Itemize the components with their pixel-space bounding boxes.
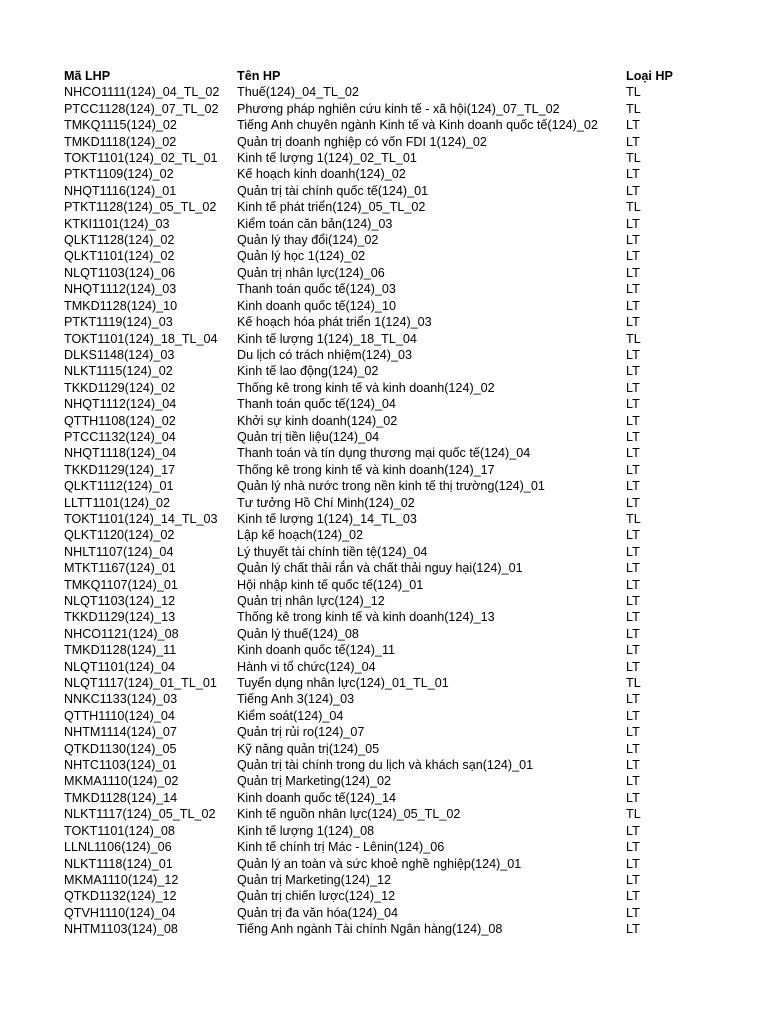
course-type-cell: LT	[626, 872, 640, 887]
course-type-cell: LT	[626, 659, 640, 674]
course-name-cell: Quản trị đa văn hóa(124)_04	[237, 905, 399, 920]
course-name-cell: Kinh tế chính trị Mác - Lênin(124)_06	[237, 840, 445, 855]
table-row	[64, 216, 744, 232]
table-row	[64, 183, 744, 199]
course-type-cell: LT	[626, 610, 640, 625]
course-name-cell: Quản trị tài chính trong du lịch và khách sạn(124)_01	[237, 758, 534, 773]
table-row	[64, 101, 744, 117]
course-type-cell: LT	[626, 167, 640, 182]
table-row	[64, 856, 744, 872]
course-type-cell: LT	[626, 265, 640, 280]
course-type-cell: LT	[626, 134, 640, 149]
course-type-cell: LT	[626, 183, 640, 198]
course-type-cell: LT	[626, 249, 640, 264]
course-code-cell: LLTT1101(124)_02	[64, 495, 170, 510]
course-name-cell: Quản lý thuế(124)_08	[237, 626, 359, 641]
course-type-cell: TL	[626, 85, 641, 100]
table-row	[64, 609, 744, 625]
course-name-cell: Quản lý học 1(124)_02	[237, 249, 366, 264]
table-row	[64, 675, 744, 691]
course-name-cell: Tiếng Anh 3(124)_03	[237, 692, 355, 707]
course-type-cell: LT	[626, 479, 640, 494]
course-code-cell: QTVH1110(124)_04	[64, 905, 176, 920]
course-code-cell: NHQT1116(124)_01	[64, 183, 177, 198]
course-code-cell: TMKQ1115(124)_02	[64, 118, 177, 133]
course-name-cell: Kinh doanh quốc tế(124)_11	[237, 643, 396, 658]
course-code-cell: DLKS1148(124)_03	[64, 347, 175, 362]
course-type-cell: LT	[626, 692, 640, 707]
course-code-cell: NHQT1118(124)_04	[64, 446, 177, 461]
header-course-name: Tên HP	[237, 69, 281, 83]
table-row	[64, 511, 744, 527]
table-row	[64, 921, 744, 937]
course-code-cell: TMKD1128(124)_14	[64, 790, 178, 805]
course-code-cell: MTKT1167(124)_01	[64, 561, 176, 576]
course-code-cell: NNKC1133(124)_03	[64, 692, 178, 707]
course-name-cell: Tư tưởng Hồ Chí Minh(124)_02	[237, 495, 415, 510]
course-code-cell: NLQT1117(124)_01_TL_01	[64, 676, 217, 691]
course-name-cell: Quản trị rủi ro(124)_07	[237, 725, 365, 740]
course-code-cell: TOKT1101(124)_08	[64, 823, 175, 838]
course-name-cell: Lý thuyết tài chính tiền tệ(124)_04	[237, 544, 428, 559]
course-name-cell: Phương pháp nghiên cứu kinh tế - xã hội(124)_07_TL_02	[237, 101, 560, 116]
course-type-cell: LT	[626, 413, 640, 428]
course-code-cell: TMKD1128(124)_10	[64, 298, 178, 313]
course-code-cell: NLKT1117(124)_05_TL_02	[64, 807, 216, 822]
table-row	[64, 708, 744, 724]
table-row	[64, 773, 744, 789]
course-code-cell: TMKD1128(124)_11	[64, 643, 177, 658]
table-row	[64, 413, 744, 429]
course-type-cell: LT	[626, 282, 640, 297]
course-name-cell: Thống kê trong kinh tế và kinh doanh(124)_13	[237, 610, 495, 625]
course-code-cell: QTKD1130(124)_05	[64, 741, 177, 756]
table-row	[64, 462, 744, 478]
table-row	[64, 150, 744, 166]
course-code-cell: TKKD1129(124)_02	[64, 380, 176, 395]
course-code-cell: NHQT1112(124)_03	[64, 282, 177, 297]
course-type-cell: LT	[626, 347, 640, 362]
table-row	[64, 593, 744, 609]
course-name-cell: Quản lý thay đổi(124)_02	[237, 233, 379, 248]
course-name-cell: Kiểm toán căn bản(124)_03	[237, 216, 393, 231]
table-row	[64, 544, 744, 560]
table-row	[64, 363, 744, 379]
course-type-cell: TL	[626, 676, 641, 691]
table-row	[64, 331, 744, 347]
course-name-cell: Kinh tế lao động(124)_02	[237, 364, 379, 379]
course-code-cell: TOKT1101(124)_14_TL_03	[64, 511, 218, 526]
table-row	[64, 134, 744, 150]
course-type-cell: LT	[626, 233, 640, 248]
course-name-cell: Du lịch có trách nhiệm(124)_03	[237, 347, 413, 362]
course-type-cell: LT	[626, 495, 640, 510]
course-name-cell: Kinh tế lượng 1(124)_18_TL_04	[237, 331, 417, 346]
course-code-cell: PTCC1128(124)_07_TL_02	[64, 101, 219, 116]
table-row	[64, 84, 744, 100]
course-type-cell: LT	[626, 840, 640, 855]
course-type-cell: LT	[626, 315, 640, 330]
table-row	[64, 495, 744, 511]
course-code-cell: TKKD1129(124)_17	[64, 462, 176, 477]
course-code-cell: KTKI1101(124)_03	[64, 216, 170, 231]
course-name-cell: Kinh doanh quốc tế(124)_14	[237, 790, 396, 805]
course-type-cell: LT	[626, 577, 640, 592]
course-code-cell: TMKD1118(124)_02	[64, 134, 177, 149]
course-type-cell: LT	[626, 626, 640, 641]
course-name-cell: Thống kê trong kinh tế và kinh doanh(124)_02	[237, 380, 495, 395]
table-row	[64, 741, 744, 757]
table-row	[64, 314, 744, 330]
course-code-cell: NLQT1101(124)_04	[64, 659, 176, 674]
table-row	[64, 724, 744, 740]
course-code-cell: PTCC1132(124)_04	[64, 429, 176, 444]
course-code-cell: NHTM1103(124)_08	[64, 922, 178, 937]
header-row	[64, 68, 744, 84]
course-code-cell: NHCO1121(124)_08	[64, 626, 179, 641]
course-type-cell: LT	[626, 922, 640, 937]
header-course-type: Loại HP	[626, 69, 673, 83]
course-name-cell: Thống kê trong kinh tế và kinh doanh(124)_17	[237, 462, 495, 477]
course-name-cell: Lập kế hoạch(124)_02	[237, 528, 364, 543]
course-type-cell: LT	[626, 774, 640, 789]
table-row	[64, 248, 744, 264]
course-name-cell: Quản trị doanh nghiệp có vốn FDI 1(124)_02	[237, 134, 487, 149]
course-code-cell: QTTH1110(124)_04	[64, 708, 175, 723]
table-row	[64, 281, 744, 297]
course-type-cell: LT	[626, 889, 640, 904]
course-code-cell: NLKT1118(124)_01	[64, 856, 173, 871]
course-type-cell: LT	[626, 561, 640, 576]
table-body	[64, 84, 744, 937]
course-code-cell: TMKQ1107(124)_01	[64, 577, 178, 592]
course-type-cell: TL	[626, 101, 641, 116]
table-row	[64, 823, 744, 839]
course-name-cell: Thanh toán và tín dụng thương mại quốc tế(124)_04	[237, 446, 531, 461]
course-code-cell: NHQT1112(124)_04	[64, 397, 177, 412]
table-header	[64, 68, 744, 84]
course-type-cell: LT	[626, 462, 640, 477]
course-code-cell: NLQT1103(124)_06	[64, 265, 176, 280]
table-row	[64, 888, 744, 904]
course-type-cell: LT	[626, 446, 640, 461]
course-type-cell: LT	[626, 429, 640, 444]
course-name-cell: Tiếng Anh chuyên ngành Kinh tế và Kinh doanh quốc tế(124)_02	[237, 118, 598, 133]
course-code-cell: NLQT1103(124)_12	[64, 594, 176, 608]
course-code-cell: NLKT1115(124)_02	[64, 364, 173, 379]
course-type-cell: LT	[626, 758, 640, 773]
course-table	[64, 68, 744, 938]
course-type-cell: LT	[626, 216, 640, 231]
course-name-cell: Quản lý an toàn và sức khoẻ nghề nghiệp(124)_01	[237, 856, 522, 871]
course-name-cell: Kinh tế lượng 1(124)_02_TL_01	[237, 151, 417, 166]
course-type-cell: LT	[626, 298, 640, 313]
course-type-cell: TL	[626, 331, 641, 346]
course-code-cell: TOKT1101(124)_02_TL_01	[64, 151, 218, 166]
course-name-cell: Quản trị chiến lược(124)_12	[237, 889, 396, 904]
course-name-cell: Thuế(124)_04_TL_02	[237, 85, 359, 100]
course-type-cell: LT	[626, 544, 640, 559]
course-type-cell: TL	[626, 807, 641, 822]
table-row	[64, 347, 744, 363]
course-list-sheet	[64, 68, 744, 938]
course-type-cell: TL	[626, 200, 641, 215]
course-code-cell: LLNL1106(124)_06	[64, 840, 172, 855]
course-name-cell: Khởi sự kinh doanh(124)_02	[237, 413, 398, 428]
course-name-cell: Quản trị Marketing(124)_12	[237, 872, 392, 887]
course-name-cell: Tiếng Anh ngành Tài chính Ngân hàng(124)_08	[237, 922, 503, 937]
course-name-cell: Quản trị tiền liệu(124)_04	[237, 429, 380, 444]
table-row	[64, 265, 744, 281]
course-name-cell: Kế hoạch kinh doanh(124)_02	[237, 167, 406, 182]
course-type-cell: LT	[626, 118, 640, 133]
course-name-cell: Quản trị nhân lực(124)_12	[237, 594, 385, 608]
course-name-cell: Thanh toán quốc tế(124)_04	[237, 397, 396, 412]
course-type-cell: LT	[626, 708, 640, 723]
course-code-cell: QLKT1128(124)_02	[64, 233, 175, 248]
course-type-cell: LT	[626, 528, 640, 543]
course-name-cell: Kiểm soát(124)_04	[237, 708, 344, 723]
course-code-cell: TOKT1101(124)_18_TL_04	[64, 331, 218, 346]
course-code-cell: MKMA1110(124)_12	[64, 872, 179, 887]
course-name-cell: Quản trị tài chính quốc tế(124)_01	[237, 183, 429, 198]
table-row	[64, 429, 744, 445]
course-code-cell: PTKT1119(124)_03	[64, 315, 173, 330]
course-type-cell: LT	[626, 823, 640, 838]
table-row	[64, 806, 744, 822]
table-row	[64, 757, 744, 773]
table-row	[64, 577, 744, 593]
course-name-cell: Quản lý chất thải rắn và chất thải nguy hại(124)_01	[237, 561, 523, 576]
table-row	[64, 396, 744, 412]
table-row	[64, 298, 744, 314]
table-row	[64, 626, 744, 642]
course-type-cell: LT	[626, 643, 640, 658]
course-code-cell: QLKT1112(124)_01	[64, 479, 174, 494]
course-code-cell: QTKD1132(124)_12	[64, 889, 177, 904]
course-code-cell: TKKD1129(124)_13	[64, 610, 176, 625]
course-code-cell: NHCO1111(124)_04_TL_02	[64, 85, 220, 100]
table-row	[64, 659, 744, 675]
course-name-cell: Kinh tế lượng 1(124)_08	[237, 823, 375, 838]
course-type-cell: LT	[626, 905, 640, 920]
course-name-cell: Quản trị nhân lực(124)_06	[237, 265, 385, 280]
course-type-cell: TL	[626, 511, 641, 526]
course-code-cell: PTKT1109(124)_02	[64, 167, 174, 182]
course-name-cell: Kinh tế phát triển(124)_05_TL_02	[237, 200, 426, 215]
course-code-cell: NHTM1114(124)_07	[64, 725, 177, 740]
course-code-cell: QLKT1120(124)_02	[64, 528, 175, 543]
course-type-cell: LT	[626, 741, 640, 756]
course-type-cell: TL	[626, 151, 641, 166]
course-code-cell: QLKT1101(124)_02	[64, 249, 175, 264]
table-row	[64, 642, 744, 658]
table-row	[64, 839, 744, 855]
course-type-cell: LT	[626, 725, 640, 740]
course-type-cell: LT	[626, 790, 640, 805]
course-code-cell: MKMA1110(124)_02	[64, 774, 179, 789]
course-name-cell: Thanh toán quốc tế(124)_03	[237, 282, 396, 297]
course-name-cell: Kế hoạch hóa phát triển 1(124)_03	[237, 315, 432, 330]
table-row	[64, 691, 744, 707]
course-name-cell: Quản lý nhà nước trong nền kinh tế thị trường(124)_01	[237, 479, 545, 494]
table-row	[64, 790, 744, 806]
course-name-cell: Tuyển dụng nhân lực(124)_01_TL_01	[237, 676, 449, 691]
course-name-cell: Kinh doanh quốc tế(124)_10	[237, 298, 396, 313]
course-type-cell: LT	[626, 856, 640, 871]
table-row	[64, 905, 744, 921]
course-code-cell: NHLT1107(124)_04	[64, 544, 174, 559]
course-name-cell: Kinh tế lượng 1(124)_14_TL_03	[237, 511, 417, 526]
table-row	[64, 117, 744, 133]
course-name-cell: Quản trị Marketing(124)_02	[237, 774, 392, 789]
course-type-cell: LT	[626, 397, 640, 412]
course-code-cell: PTKT1128(124)_05_TL_02	[64, 200, 217, 215]
table-row	[64, 872, 744, 888]
course-type-cell: LT	[626, 594, 640, 608]
course-code-cell: QTTH1108(124)_02	[64, 413, 176, 428]
table-row	[64, 199, 744, 215]
table-row	[64, 560, 744, 576]
table-row	[64, 166, 744, 182]
course-name-cell: Hội nhập kinh tế quốc tế(124)_01	[237, 577, 424, 592]
course-type-cell: LT	[626, 364, 640, 379]
table-row	[64, 232, 744, 248]
course-type-cell: LT	[626, 380, 640, 395]
course-name-cell: Kinh tế nguồn nhân lực(124)_05_TL_02	[237, 807, 461, 822]
table-row	[64, 380, 744, 396]
table-row	[64, 478, 744, 494]
course-name-cell: Kỹ năng quản trị(124)_05	[237, 741, 380, 756]
table-row	[64, 527, 744, 543]
header-course-code: Mã LHP	[64, 69, 111, 83]
course-name-cell: Hành vi tổ chức(124)_04	[237, 659, 376, 674]
course-code-cell: NHTC1103(124)_01	[64, 758, 177, 773]
table-row	[64, 445, 744, 461]
